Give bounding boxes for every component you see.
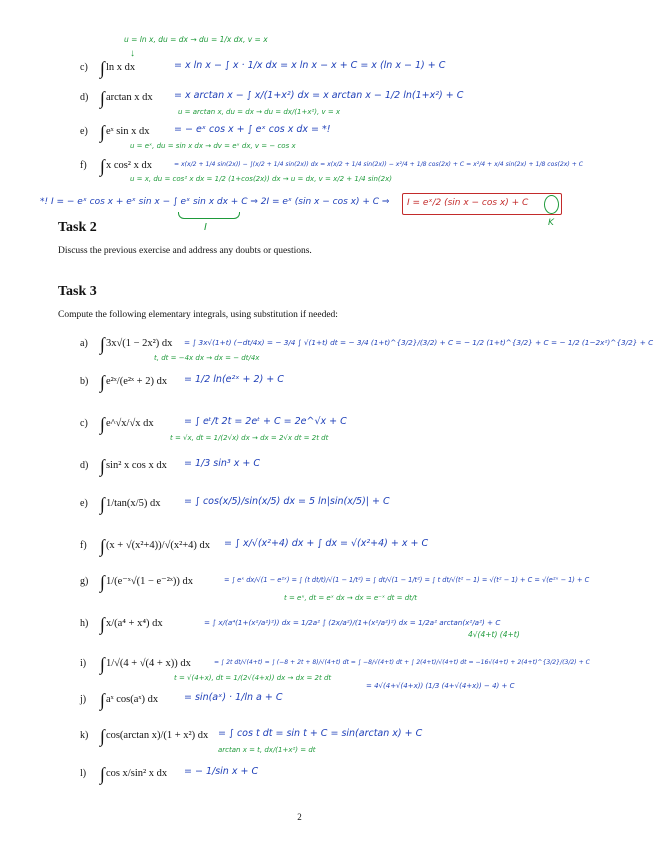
exercise-integral: ∫sin² x cos x dx [100, 456, 167, 476]
integrand: 1/√(4 + √(4 + x)) dx [105, 658, 191, 669]
exercise-row [58, 414, 578, 442]
exercise-label: c) [80, 418, 88, 429]
exercise-row [58, 58, 578, 80]
integrand: cos x/sin² x dx [105, 768, 168, 779]
exercise-label: e) [80, 498, 88, 509]
exercise-answer: = ∫ eˣ dx/√(1 − e²ˣ) = ∫ (t dt/t)/√(1 − 1/t²) = ∫ dt/√(1 − 1/t²) = ∫ t dt/√(t² − 1) = √(t² − 1) + C = √(e²ˣ − 1) + C [224, 576, 590, 584]
exercise-row [58, 122, 578, 150]
exercise-answer: = sin(aˣ) · 1/ln a + C [184, 692, 283, 703]
exercise-substitution: t = √x, dt = 1/(2√x) dx → dx = 2√x dt = 2t dt [170, 434, 329, 442]
exercise-answer: = − 1/sin x + C [184, 766, 259, 777]
exercise-row [58, 654, 590, 682]
integrand: 3x√(1 − 2x²) dx [105, 338, 173, 349]
exercise-answer: = x(x/2 + 1/4 sin(2x)) − ∫(x/2 + 1/4 sin(2x)) dx = x(x/2 + 1/4 sin(2x)) − x²/4 + 1/8 cos(2x) + C = x²/4 + x/4 sin(2x) + 1/8 cos(2x) + C [174, 161, 583, 168]
i-side-note: 4√(4+t) (4+t) [468, 630, 520, 639]
exercise-label: d) [80, 460, 89, 471]
exercise-row [58, 764, 578, 786]
exercise-substitution: t, dt = −4x dx → dx = − dt/4x [154, 354, 260, 362]
exercise-answer: = ∫ x/√(x²+4) dx + ∫ dx = √(x²+4) + x + C [224, 538, 429, 549]
star-result: I = eˣ/2 (sin x − cos x) + C [407, 198, 529, 208]
task3-heading: Task 3 [58, 284, 97, 299]
integrand: eˣ sin x dx [105, 126, 150, 137]
exercise-label: b) [80, 376, 89, 387]
exercise-substitution: u = arctan x, du = dx → du = dx/(1+x²), v = x [178, 108, 341, 116]
underbrace [178, 212, 240, 219]
exercise-label: d) [80, 92, 89, 103]
exercise-answer: = x ln x − ∫ x · 1/x dx = x ln x − x + C = x (ln x − 1) + C [174, 60, 446, 71]
exercise-integral: ∫1/(e⁻ˣ√(1 − e⁻²ˣ)) dx [100, 572, 194, 592]
constant-K-label: K [548, 218, 554, 228]
exercise-integral: ∫cos x/sin² x dx [100, 764, 168, 784]
exercise-row [58, 536, 578, 558]
exercise-answer: = 1/2 ln(e²ˣ + 2) + C [184, 374, 284, 385]
integrand: ln x dx [105, 62, 136, 73]
exercise-answer: = − eˣ cos x + ∫ eˣ cos x dx = *! [174, 124, 331, 135]
exercise-label: l) [80, 768, 87, 779]
exercise-row [58, 690, 578, 712]
exercise-answer: = ∫ eᵗ/t 2t = 2eᵗ + C = 2e^√x + C [184, 416, 347, 427]
exercise-label: c) [80, 62, 88, 73]
exercise-integral: ∫arctan x dx [100, 88, 153, 108]
exercise-label: f) [80, 160, 87, 171]
down-arrow-icon: ↓ [130, 48, 135, 59]
integral-I-label: I [204, 222, 207, 233]
integrand: e^√x/√x dx [105, 418, 154, 429]
exercise-integral: ∫cos(arctan x)/(1 + x²) dx [100, 726, 209, 746]
task2-text: Discuss the previous exercise and address any doubts or questions. [58, 246, 312, 256]
task2-heading: Task 2 [58, 220, 97, 235]
exercise-row [58, 456, 578, 478]
exercise-row [58, 494, 578, 516]
exercise-integral: ∫1/tan(x/5) dx [100, 494, 161, 514]
exercise-answer: = ∫ cos t dt = sin t + C = sin(arctan x) + C [218, 728, 423, 739]
exercise-row [58, 334, 653, 362]
exercise-answer: = ∫ x/(a⁴(1+(x²/a²)²)) dx = 1/2a² ∫ (2x/a²)/(1+(x²/a²)²) dx = 1/2a² arctan(x²/a²) + C [204, 618, 501, 627]
exercise-answer: = 1/3 sin³ x + C [184, 458, 260, 469]
integrand: aˣ cos(aˣ) dx [105, 694, 159, 705]
exercise-substitution: t = √(4+x), dt = 1/(2√(4+x)) dx → dx = 2t dt [174, 674, 332, 682]
exercise-answer: = x arctan x − ∫ x/(1+x²) dx = x arctan x − 1/2 ln(1+x²) + C [174, 90, 464, 101]
exercise-answer: = ∫ 2t dt/√(4+t) = ∫ (−8 + 2t + 8)/√(4+t) dt = ∫ −8/√(4+t) dt + ∫ 2(4+t)/√(4+t) dt = −16√(4+t) + 2(4+t)^{3/2}/(3/2) + C [214, 659, 590, 666]
exercise-row [58, 572, 590, 602]
exercise-label: i) [80, 658, 87, 669]
exercise-integral: ∫(x + √(x²+4))/√(x²+4) dx [100, 536, 211, 556]
exercise-substitution: u = eˣ, du = sin x dx → dv = eˣ dx, v = − cos x [130, 142, 296, 150]
page-number: 2 [297, 812, 302, 822]
constant-circle [544, 195, 559, 214]
task3-text: Compute the following elementary integrals, using substitution if needed: [58, 310, 338, 320]
exercise-label: h) [80, 618, 89, 629]
exercise-integral: ∫x/(a⁴ + x⁴) dx [100, 614, 163, 634]
exercise-integral: ∫eˣ sin x dx [100, 122, 150, 142]
exercise-row [58, 372, 578, 394]
exercise-label: e) [80, 126, 88, 137]
integrand: sin² x cos x dx [105, 460, 167, 471]
exercise-row [58, 88, 578, 116]
exercise-integral: ∫e²ˣ/(e²ˣ + 2) dx [100, 372, 168, 392]
integrand: x cos² x dx [105, 160, 152, 171]
exercise-label: a) [80, 338, 88, 349]
i-extra-line: = 4√(4+√(4+x)) (1/3 (4+√(4+x)) − 4) + C [366, 682, 515, 690]
integrand: 1/(e⁻ˣ√(1 − e⁻²ˣ)) dx [105, 576, 194, 587]
exercise-integral: ∫aˣ cos(aˣ) dx [100, 690, 159, 710]
exercise-integral: ∫1/√(4 + √(4 + x)) dx [100, 654, 191, 674]
exercise-label: j) [80, 694, 87, 705]
exercise-integral: ∫3x√(1 − 2x²) dx [100, 334, 173, 354]
exercise-row [58, 726, 578, 754]
integrand: e²ˣ/(e²ˣ + 2) dx [105, 376, 168, 387]
top-note: u = ln x, du = dx → du = 1/x dx, v = x [124, 35, 268, 44]
integrand: cos(arctan x)/(1 + x²) dx [105, 730, 209, 741]
exercise-integral: ∫e^√x/√x dx [100, 414, 154, 434]
exercise-answer: = ∫ 3x√(1+t) (−dt/4x) = − 3/4 ∫ √(1+t) dt = − 3/4 (1+t)^{3/2}/(3/2) + C = − 1/2 (1+t)^{3/2} + C = − 1/2 (1−2x²)^{3/2} + C [184, 338, 653, 347]
integrand: 1/tan(x/5) dx [105, 498, 161, 509]
integrand: (x + √(x²+4))/√(x²+4) dx [105, 540, 211, 551]
exercise-label: f) [80, 540, 87, 551]
exercise-substitution: t = eˣ, dt = eˣ dx → dx = e⁻ˣ dt = dt/t [284, 594, 417, 602]
exercise-label: g) [80, 576, 89, 587]
exercise-row [58, 156, 583, 183]
exercise-integral: ∫ln x dx [100, 58, 136, 78]
exercise-answer: = ∫ cos(x/5)/sin(x/5) dx = 5 ln|sin(x/5)| + C [184, 496, 390, 507]
integrand: x/(a⁴ + x⁴) dx [105, 618, 163, 629]
integrand: arctan x dx [105, 92, 153, 103]
exercise-label: k) [80, 730, 89, 741]
exercise-integral: ∫x cos² x dx [100, 156, 152, 176]
star-line: *! I = − eˣ cos x + eˣ sin x − ∫ eˣ sin x dx + C ⇒ 2I = eˣ (sin x − cos x) + C ⇒ [40, 197, 390, 207]
exercise-substitution: arctan x = t, dx/(1+x²) = dt [218, 746, 316, 754]
exercise-substitution: u = x, du = cos² x dx = 1/2 (1+cos(2x)) dx → u = dx, v = x/2 + 1/4 sin(2x) [130, 175, 392, 183]
